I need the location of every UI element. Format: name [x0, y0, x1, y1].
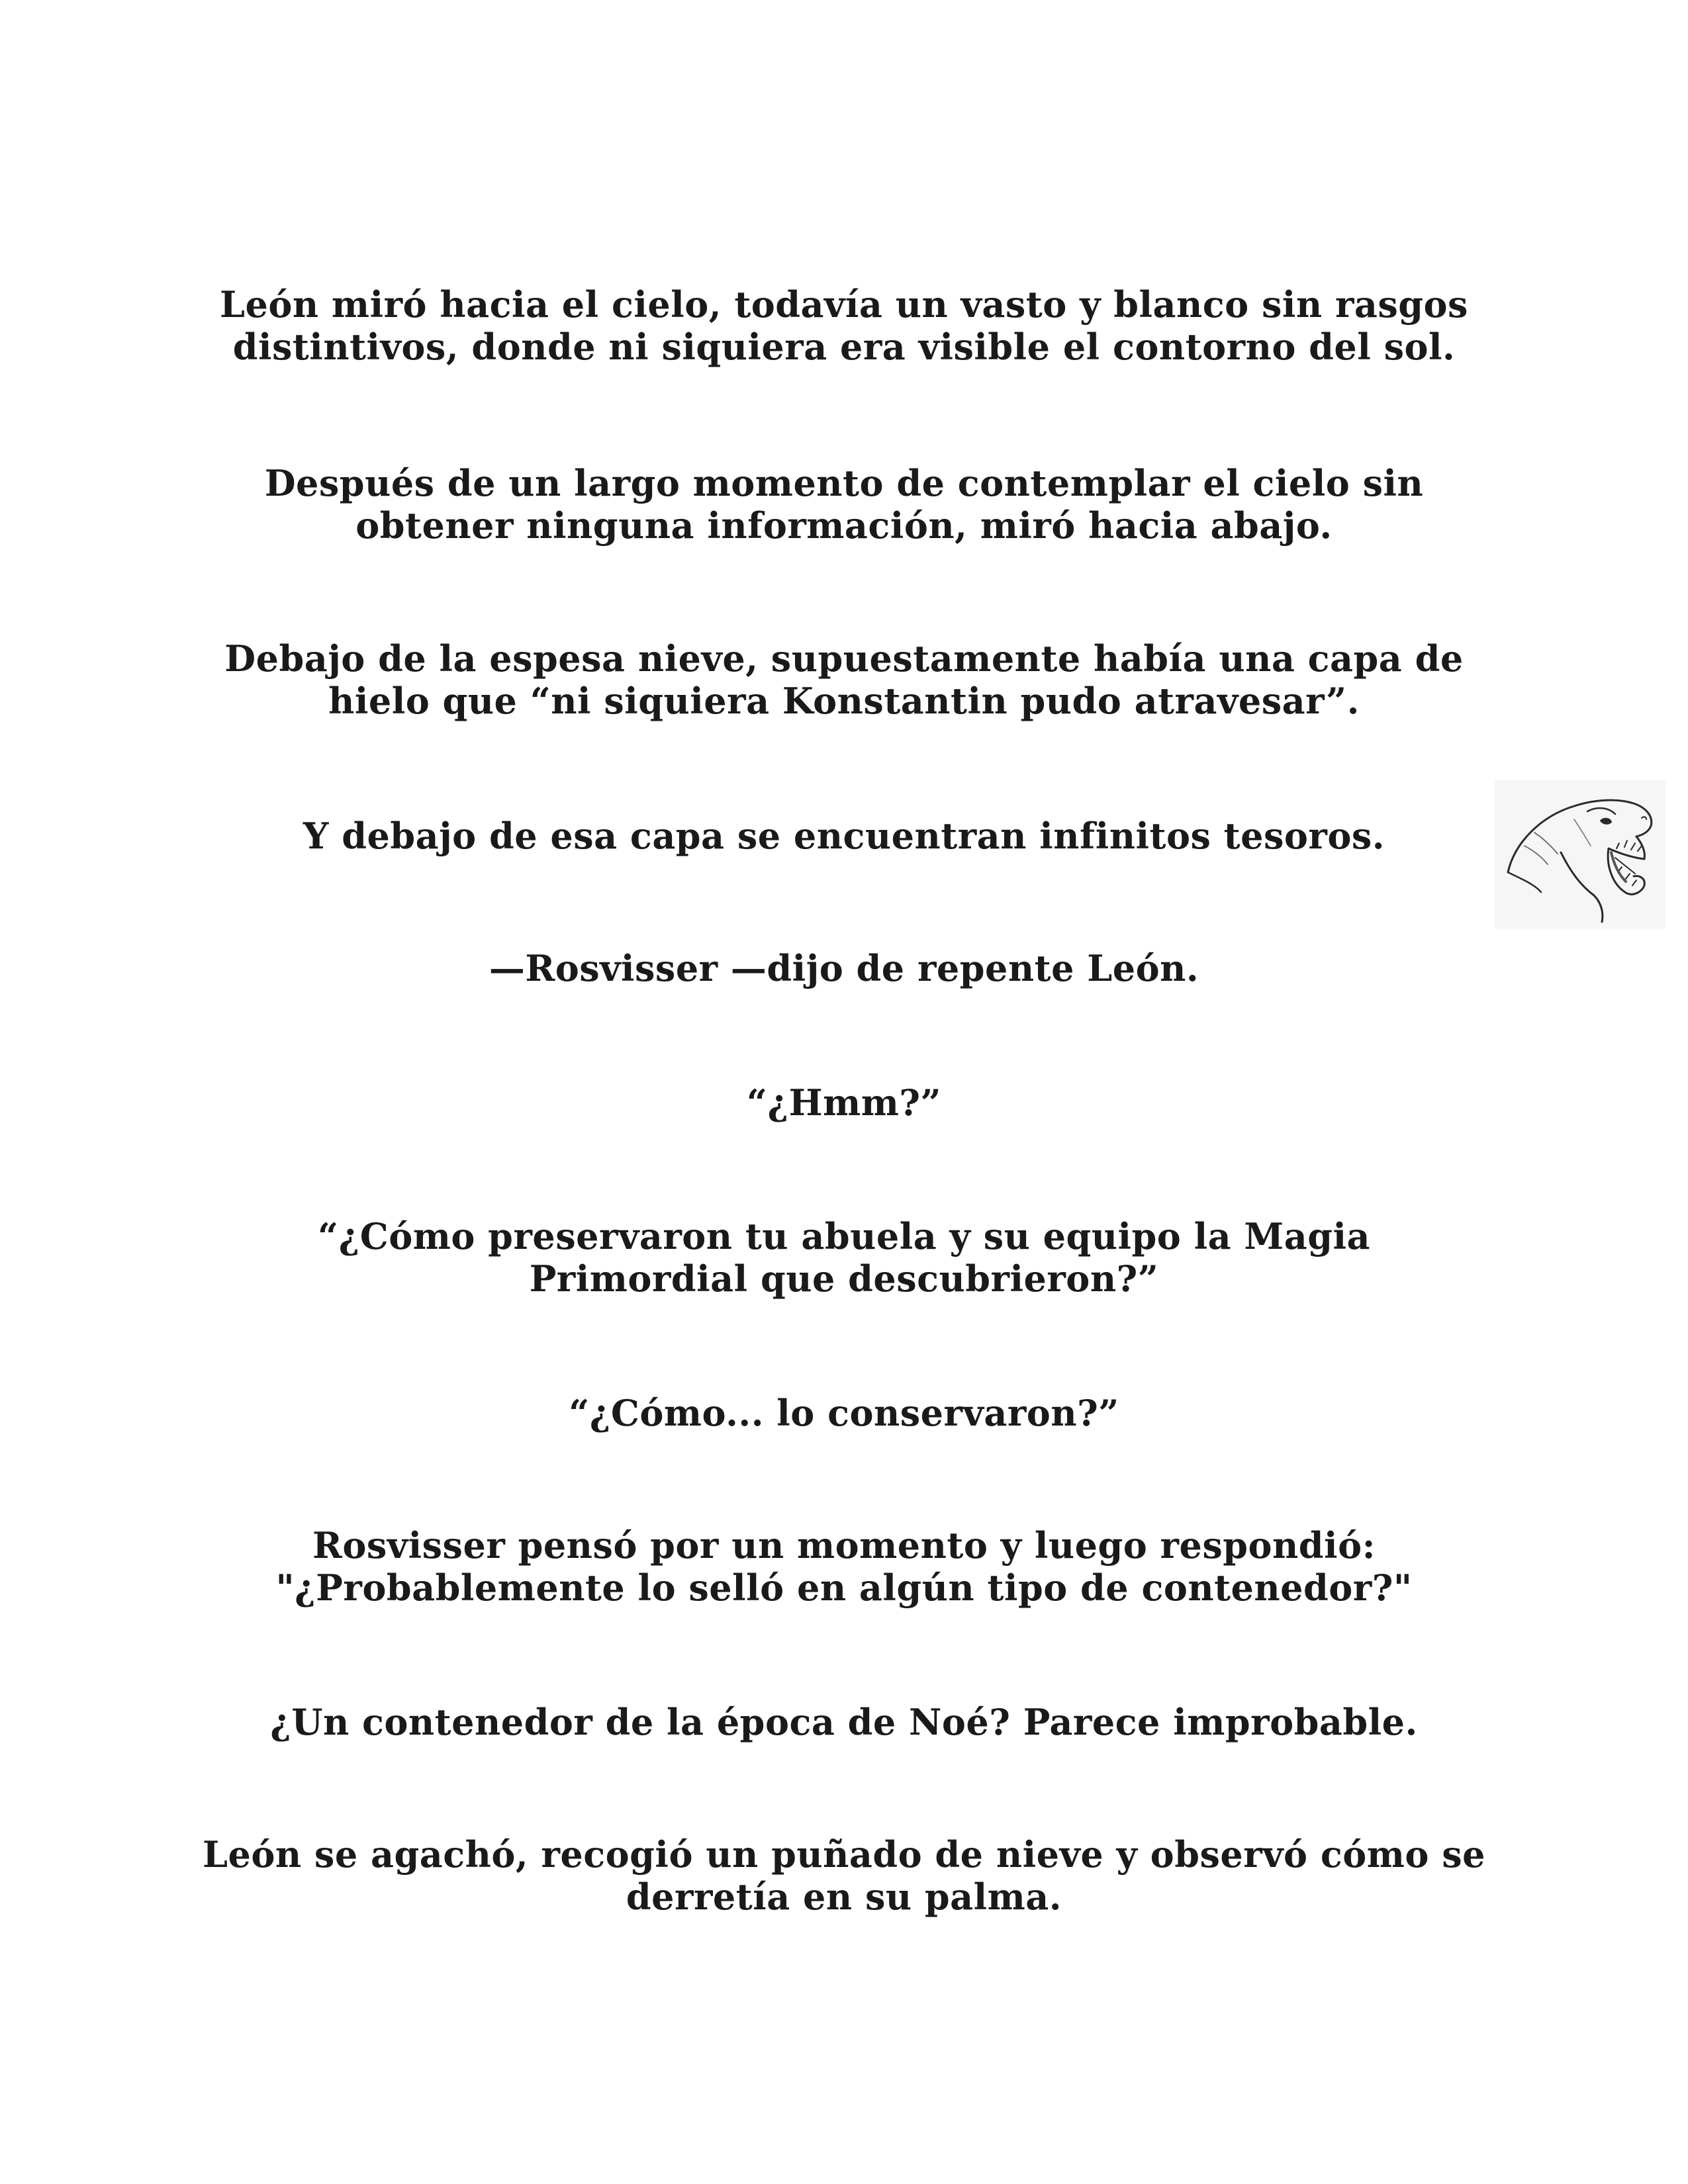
paragraph-10	[182, 1701, 1506, 1743]
paragraph-4	[182, 815, 1506, 857]
paragraph-10-line-1: ¿Un contenedor de la época de Noé? Parece improbable.	[270, 1701, 1418, 1743]
paragraph-2-line-2: obtener ninguna información, miró hacia abajo.	[355, 504, 1333, 547]
paragraph-7-line-2: Primordial que descubrieron?”	[529, 1257, 1159, 1300]
dinosaur-head-sketch-icon	[1495, 780, 1665, 929]
paragraph-7-line-1: “¿Cómo preservaron tu abuela y su equipo la Magia	[318, 1215, 1370, 1257]
paragraph-9-line-1: Rosvisser pensó por un momento y luego respondió:	[312, 1524, 1376, 1567]
paragraph-7	[182, 1215, 1506, 1300]
paragraph-11-line-2: derretía en su palma.	[626, 1876, 1062, 1918]
paragraph-3-line-1: Debajo de la espesa nieve, supuestamente había una capa de	[224, 637, 1464, 680]
paragraph-8-line-1: “¿Cómo... lo conservaron?”	[569, 1392, 1119, 1434]
paragraph-2-line-1: Después de un largo momento de contemplar el cielo sin	[264, 462, 1424, 504]
paragraph-8	[182, 1392, 1506, 1434]
paragraph-4-line-1: Y debajo de esa capa se encuentran infinitos tesoros.	[303, 815, 1385, 857]
paragraph-9	[182, 1524, 1506, 1609]
paragraph-3	[182, 637, 1506, 722]
paragraph-2	[182, 462, 1506, 547]
paragraph-1-line-1: León miró hacia el cielo, todavía un vasto y blanco sin rasgos	[220, 283, 1468, 326]
paragraph-5-line-1: —Rosvisser —dijo de repente León.	[489, 947, 1199, 989]
paragraph-5	[182, 947, 1506, 989]
paragraph-11-line-1: León se agachó, recogió un puñado de nieve y observó cómo se	[203, 1833, 1485, 1876]
paragraph-11	[182, 1833, 1506, 1918]
paragraph-1-line-2: distintivos, donde ni siquiera era visible el contorno del sol.	[232, 326, 1456, 368]
paragraph-1	[182, 283, 1506, 368]
paragraph-9-line-2: "¿Probablemente lo selló en algún tipo de contenedor?"	[275, 1567, 1413, 1609]
paragraph-6	[182, 1081, 1506, 1124]
paragraph-6-line-1: “¿Hmm?”	[746, 1081, 942, 1124]
paragraph-3-line-2: hielo que “ni siquiera Konstantin pudo atravesar”.	[328, 680, 1360, 722]
